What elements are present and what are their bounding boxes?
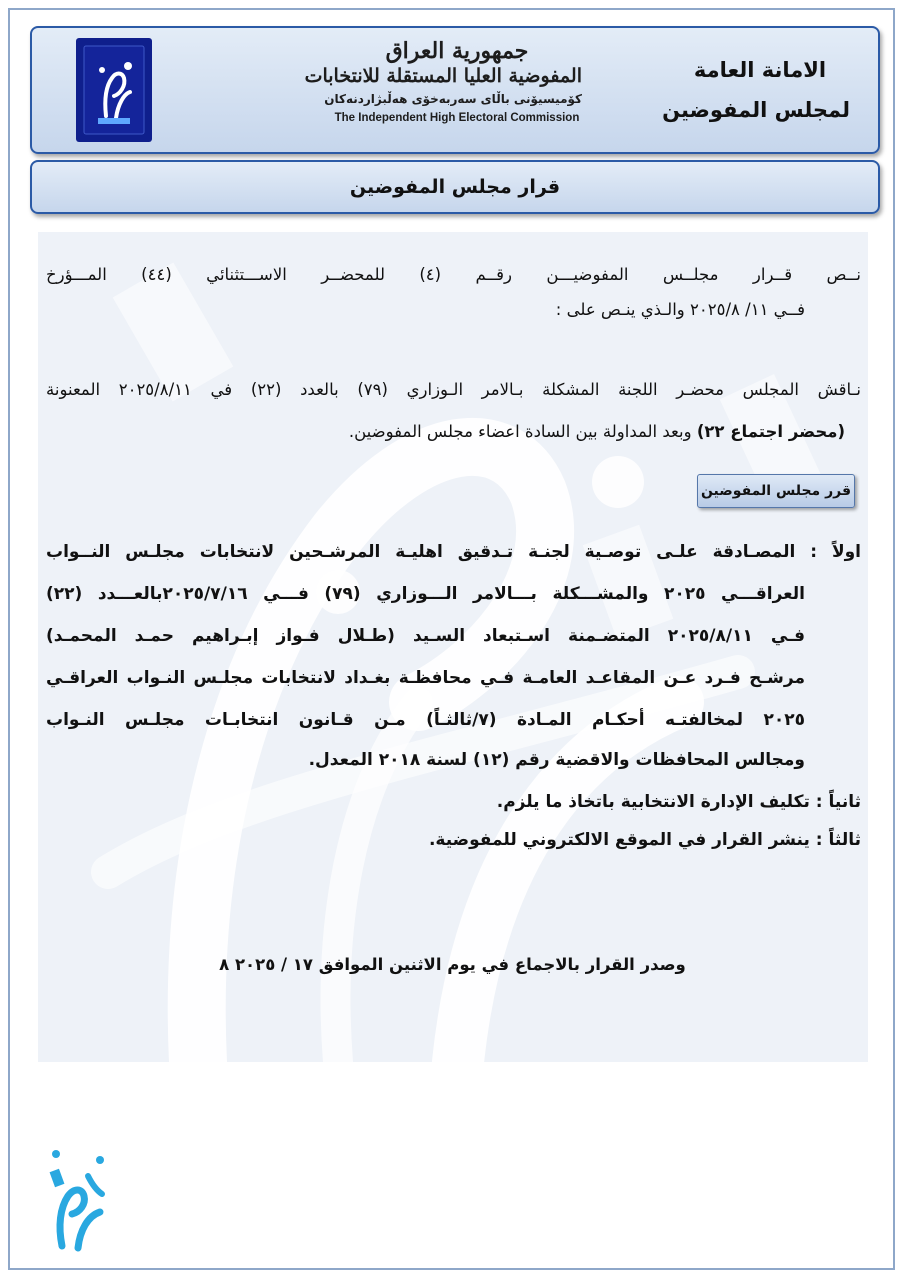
- country-name: جمهورية العراق: [385, 38, 529, 64]
- issued-statement: وصدر القرار بالاجماع في يوم الاثنين الموافق ١٧ / ٢٠٢٥ ٨: [219, 955, 686, 974]
- discussion-line-2-rest: وبعد المداولة بين السادة اعضاء مجلس المفوضين.: [348, 422, 697, 441]
- resolution-item-1-line: فـي ٢٠٢٥/٨/١١ المتضـمنة اسـتبعاد السـيد (طـلال فـواز إبـراهيم حمـد المحمـد): [46, 626, 806, 646]
- meeting-record-reference: (محضر اجتماع ٢٢): [696, 422, 845, 441]
- discussion-line-2: [349, 420, 845, 444]
- secretariat-line2: لمجلس المفوضين: [662, 98, 850, 122]
- commission-name-arabic: المفوضية العليا المستقلة للانتخابات: [304, 65, 582, 87]
- commission-name-english: The Independent High Electoral Commission: [334, 112, 580, 124]
- document-title: قرار مجلس المفوضين: [30, 160, 880, 214]
- footer-ballot-logo-icon: [44, 1146, 110, 1256]
- resolution-item-1-last-line: ومجالس المحافظات والاقضية رقم (١٢) لسنة ٢٠١٨ المعدل.: [308, 750, 805, 770]
- commission-name: [304, 38, 582, 126]
- resolution-item-1-line: ٢٠٢٥ لمخالفتـه أحكـام المـادة (٧/ثالثـاً) مـن قـانون انتخابـات مجلـس النـواب: [46, 710, 805, 730]
- secretariat-label: [662, 50, 850, 130]
- discussion-line-1: نـاقش المجلس محضـر اللجنة المشكلة بـالامر الـوزاري (٧٩) بالعدد (٢٢) في ٢٠٢٥/٨/١١ المعنونة: [46, 380, 861, 399]
- resolution-item-1: اولاً : المصـادقة علـى توصـية لجنـة تـدقيق اهليـة المرشـحين لانتخابات مجلـس النــواب: [46, 542, 861, 562]
- ballot-logo-icon: [76, 38, 152, 142]
- secretariat-line1: الامانة العامة: [693, 58, 827, 82]
- intro-line-2: فــي ١١/ ٢٠٢٥/٨ والـذي ينـص على :: [555, 300, 805, 319]
- decided-label: قرر مجلس المفوضين: [697, 474, 855, 508]
- intro-line-1: نــص قــرار مجلــس المفوضيـــن رقــم (٤) للمحضــر الاســـتثنائي (٤٤) المـــؤرخ: [46, 265, 861, 284]
- resolution-item-1-line: العراقـــي ٢٠٢٥ والمشـــكلة بـــالامر الـــوزاري (٧٩) فـــي ٢٠٢٥/٧/١٦بالعـــدد (٢٢): [46, 584, 805, 604]
- commission-name-kurdish: كۆمیسیۆنی باڵای سەربەخۆی هەڵبژاردنەکان: [324, 92, 582, 106]
- commission-logo: [76, 38, 152, 142]
- resolution-item-3: ثالثاً : ينشر القرار في الموقع الالكتروني للمفوضية.: [428, 830, 861, 850]
- header-bar: [30, 26, 880, 154]
- resolution-item-1-line: مرشـح فـرد عـن المقاعـد العامـة فـي محافظـة بغـداد لانتخابات مجلـس النـواب العراقـي: [46, 668, 805, 688]
- footer-logo: [44, 1146, 110, 1256]
- resolution-item-2: ثانياً : تكليف الإدارة الانتخابية باتخاذ ما يلزم.: [496, 792, 861, 812]
